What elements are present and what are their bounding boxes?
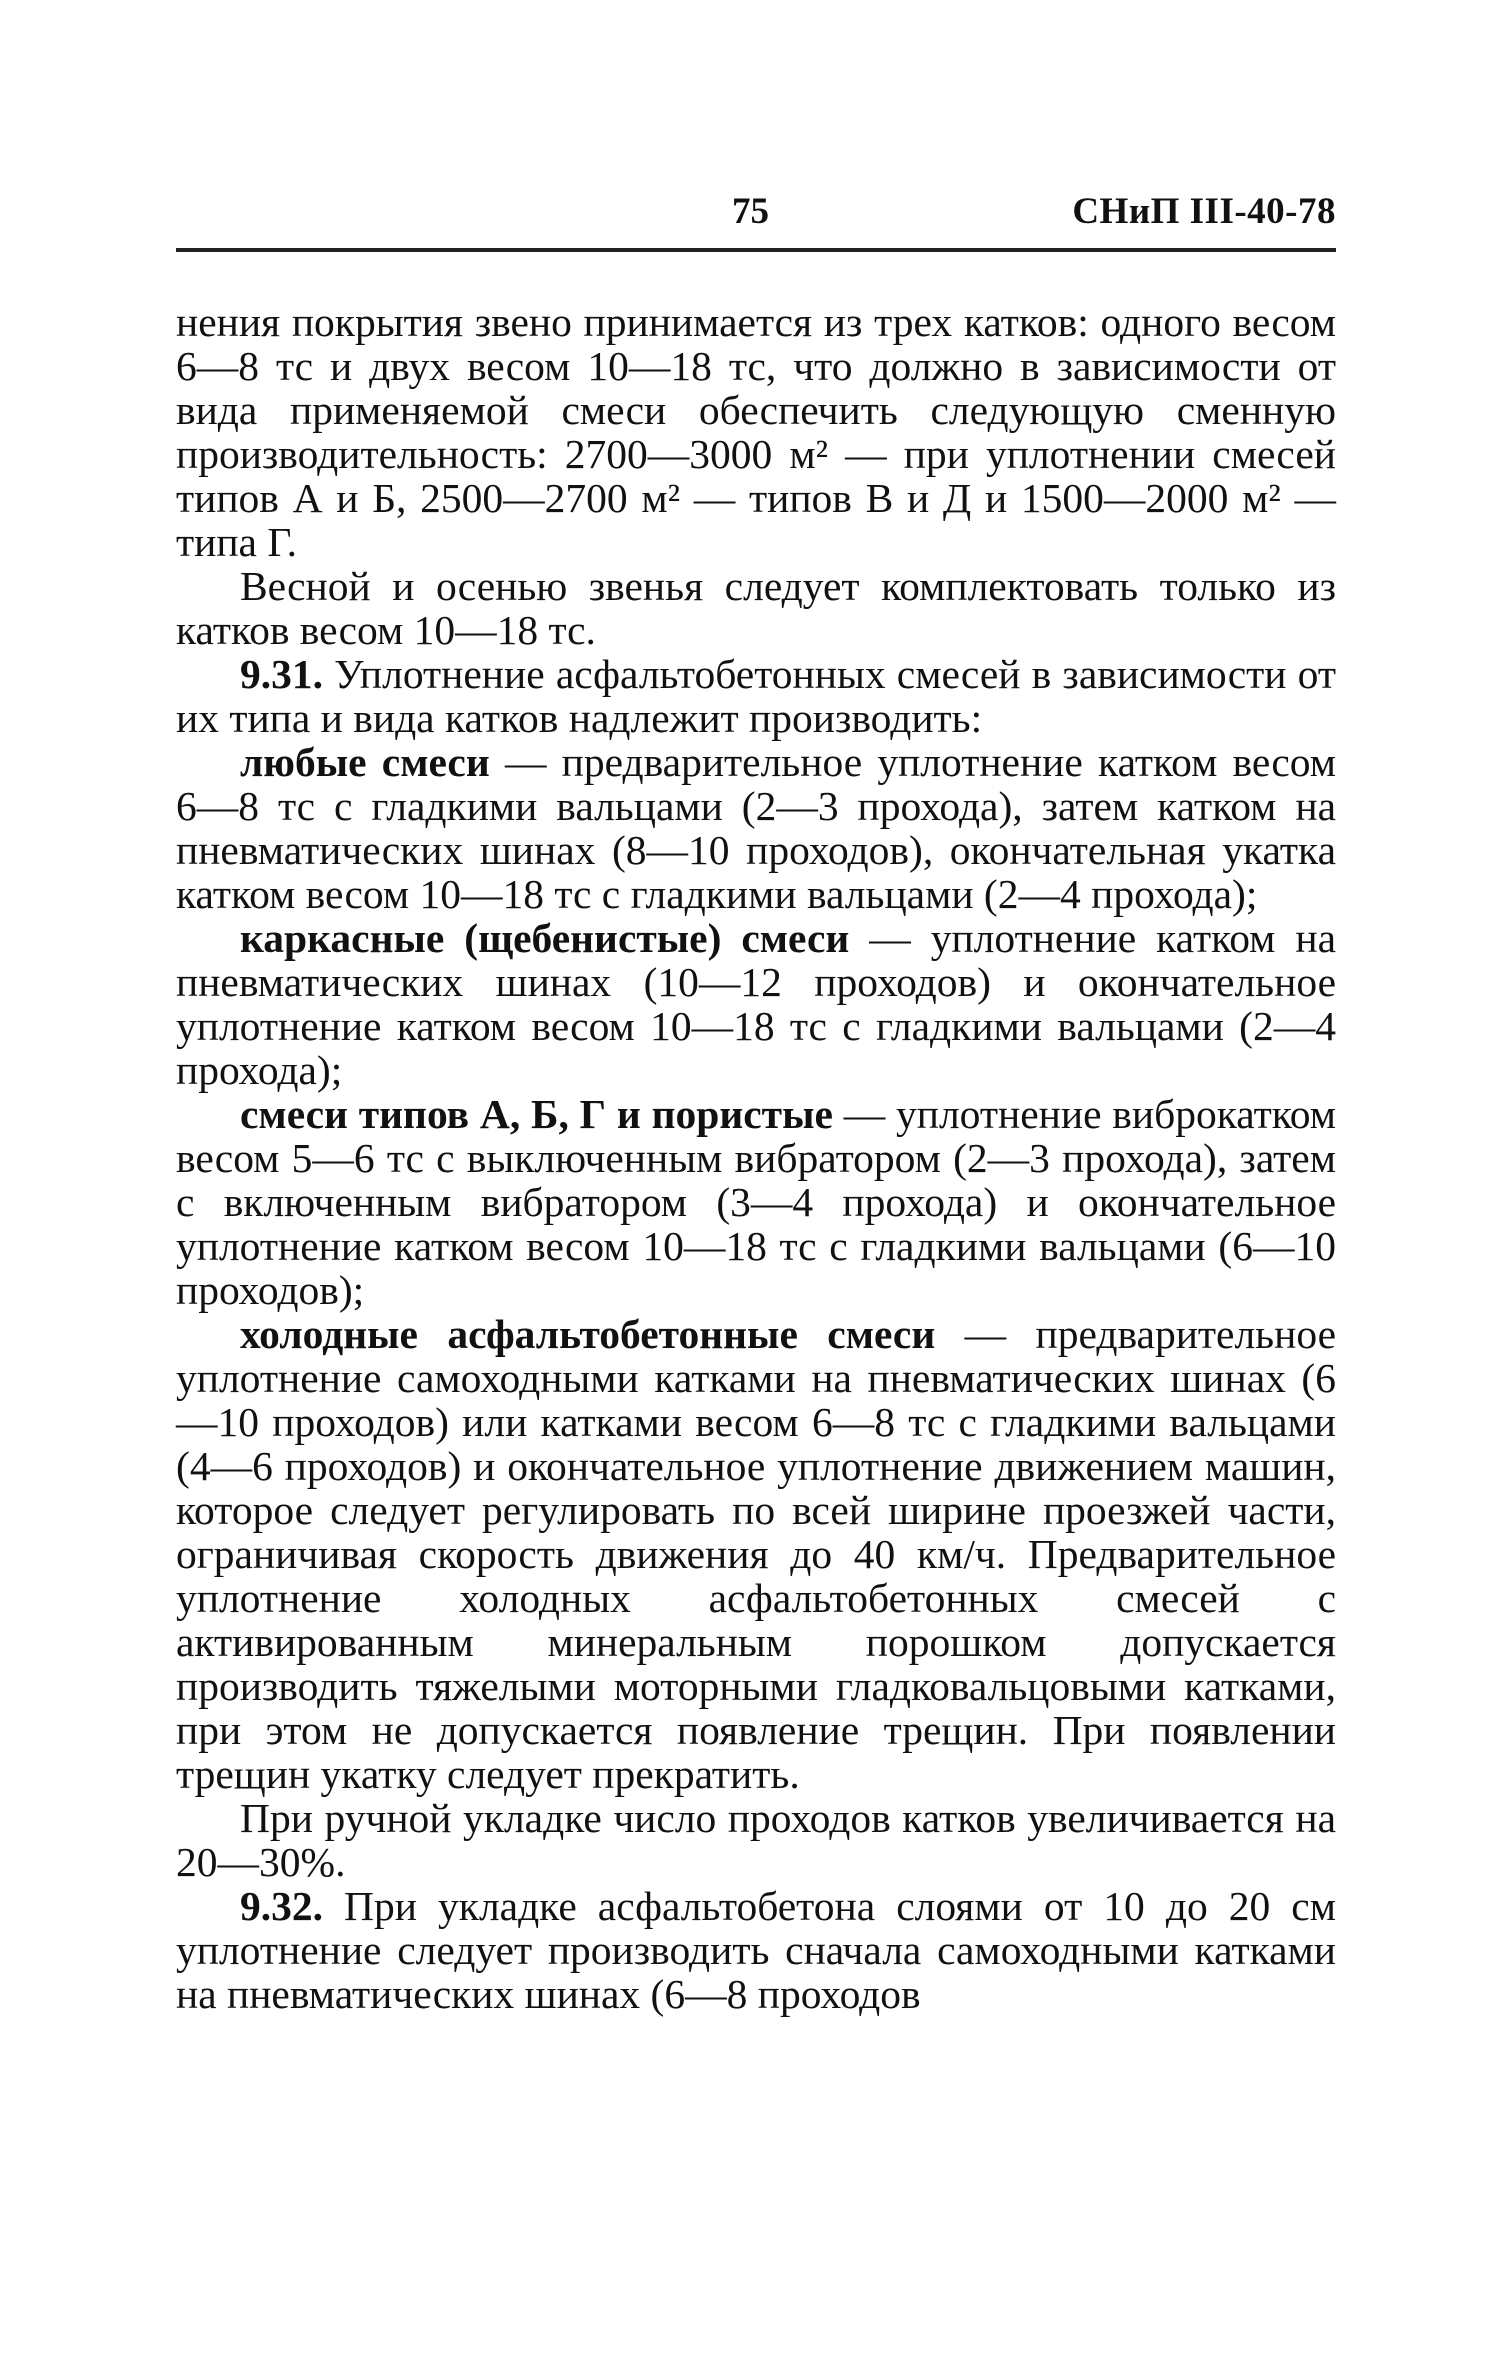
page-number: 75 — [732, 191, 769, 232]
body-text — [176, 300, 1336, 2016]
paragraph-text: При укладке асфальтобетона слоями от 10 до 20 см уплотнение следует производить сначала самоходными катками на пневматических шинах (6—8 проходов — [176, 1883, 1336, 2017]
page-header — [176, 190, 1336, 250]
clause-9-31 — [176, 652, 1336, 740]
list-item — [176, 916, 1336, 1092]
term: холодные асфальтобетонные смеси — [240, 1311, 936, 1357]
paragraph-text: — предварительное уплотнение самоходными катками на пневматических шинах (6—10 проходов) или катками весом 6—8 тс с гладкими вальцами (4—6 проходов) и окончательное уплотнение движением машин, которое следует регулировать по всей ширине проезжей части, ограничивая скорость движения до 40 км/ч. Предварительное уплотнение холодных асфальтобетонных смесей с активированным минеральным порошком допускается производить тяжелыми моторными гладковальцовыми катками, при этом не допускается появление трещин. При появлении трещин укатку следует прекратить. — [176, 1311, 1336, 1797]
clause-9-32 — [176, 1884, 1336, 2016]
paragraph — [176, 1796, 1336, 1884]
paragraph-text: Весной и осенью звенья следует комплектовать только из катков весом 10—18 тс. — [176, 563, 1336, 653]
paragraph-text: нения покрытия звено принимается из трех катков: одного весом 6—8 тс и двух весом 10—18 тс, что должно в зависимости от вида применяемой смеси обеспечить следующую сменную производительность: 2700—3000 м² — при уплотнении смесей типов А и Б, 2500—2700 м² — типов В и Д и 1500—2000 м² — типа Г. — [176, 299, 1336, 565]
paragraph — [176, 564, 1336, 652]
list-item — [176, 740, 1336, 916]
paragraph — [176, 300, 1336, 564]
paragraph-text: — предварительное уплотнение катком весом 6—8 тс с гладкими вальцами (2—3 прохода), затем катком на пневматических шинах (8—10 проходов), окончательная укатка катком весом 10—18 тс с гладкими вальцами (2—4 прохода); — [176, 739, 1336, 917]
list-item — [176, 1092, 1336, 1312]
paragraph-text: Уплотнение асфальтобетонных смесей в зависимости от их типа и вида катков надлежит производить: — [176, 651, 1336, 741]
clause-number: 9.32. — [240, 1883, 323, 1929]
paragraph-text: — уплотнение катком на пневматических шинах (10—12 проходов) и окончательное уплотнение катком весом 10—18 тс с гладкими вальцами (2—4 прохода); — [176, 915, 1336, 1093]
list-item — [176, 1312, 1336, 1796]
term: каркасные (щебенистые) смеси — [240, 915, 850, 961]
clause-number: 9.31. — [240, 651, 323, 697]
paragraph-text: При ручной укладке число проходов катков увеличивается на 20—30%. — [176, 1795, 1336, 1885]
header-rule — [176, 248, 1336, 252]
term: смеси типов А, Б, Г и пористые — [240, 1091, 833, 1137]
document-code: СНиП III-40-78 — [1072, 191, 1336, 232]
paragraph-text: — уплотнение виброкатком весом 5—6 тс с выключенным вибратором (2—3 прохода), затем с включенным вибратором (3—4 прохода) и окончательное уплотнение катком весом 10—18 тс с гладкими вальцами (6—10 проходов); — [176, 1091, 1337, 1313]
term: любые смеси — [240, 739, 490, 785]
